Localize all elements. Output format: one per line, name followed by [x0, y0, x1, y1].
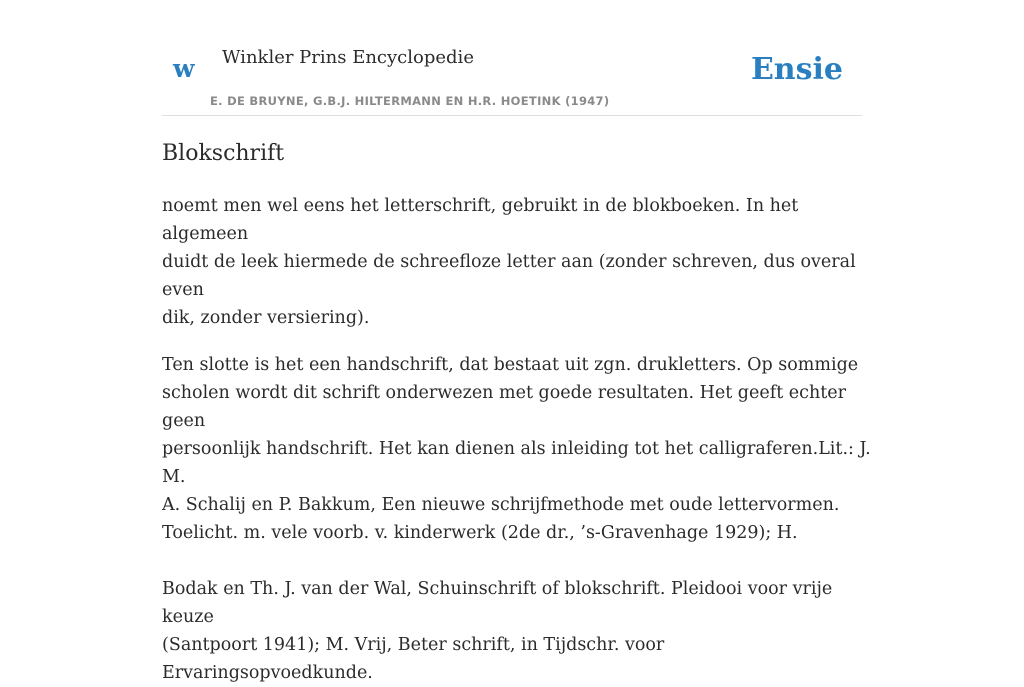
site-header	[162, 30, 862, 116]
site-title[interactable]: Winkler Prins Encyclopedie	[222, 47, 474, 68]
authors-line: E. DE BRUYNE, G.B.J. HILTERMANN EN H.R. HOETINK (1947)	[210, 94, 610, 108]
article-paragraph: Bodak en Th. J. van der Wal, Schuinschrift of blokschrift. Pleidooi voor vrije keuze (Santpoort 1941); M. Vrij, Beter schrift, in Tijdschr. voor Ervaringsopvoedkunde.	[162, 579, 833, 683]
article-title: Blokschrift	[162, 141, 285, 166]
article	[162, 138, 872, 687]
logo-w-icon[interactable]: w	[173, 54, 195, 83]
article-paragraph: noemt men wel eens het letterschrift, gebruikt in de blokboeken. In het algemeen duidt de leek hiermede de schreefloze letter aan (zonder schreven, dus overal even dik, zonder versiering).	[162, 196, 856, 328]
article-paragraph: Ten slotte is het een handschrift, dat bestaat uit zgn. drukletters. Op sommige scholen wordt dit schrift onderwezen met goede resultaten. Het geeft echter geen persoonlijk handschrift. Het kan dienen als inleiding tot het calligraferen.Lit.: J. M. A. Schalij en P. Bakkum, Een nieuwe schrijfmethode met oude lettervormen. Toelicht. m. vele voorb. v. kinderwerk (2de dr., ’s-Gravenhage 1929); H.	[162, 355, 871, 543]
brand-logo[interactable]: Ensie	[750, 52, 843, 87]
